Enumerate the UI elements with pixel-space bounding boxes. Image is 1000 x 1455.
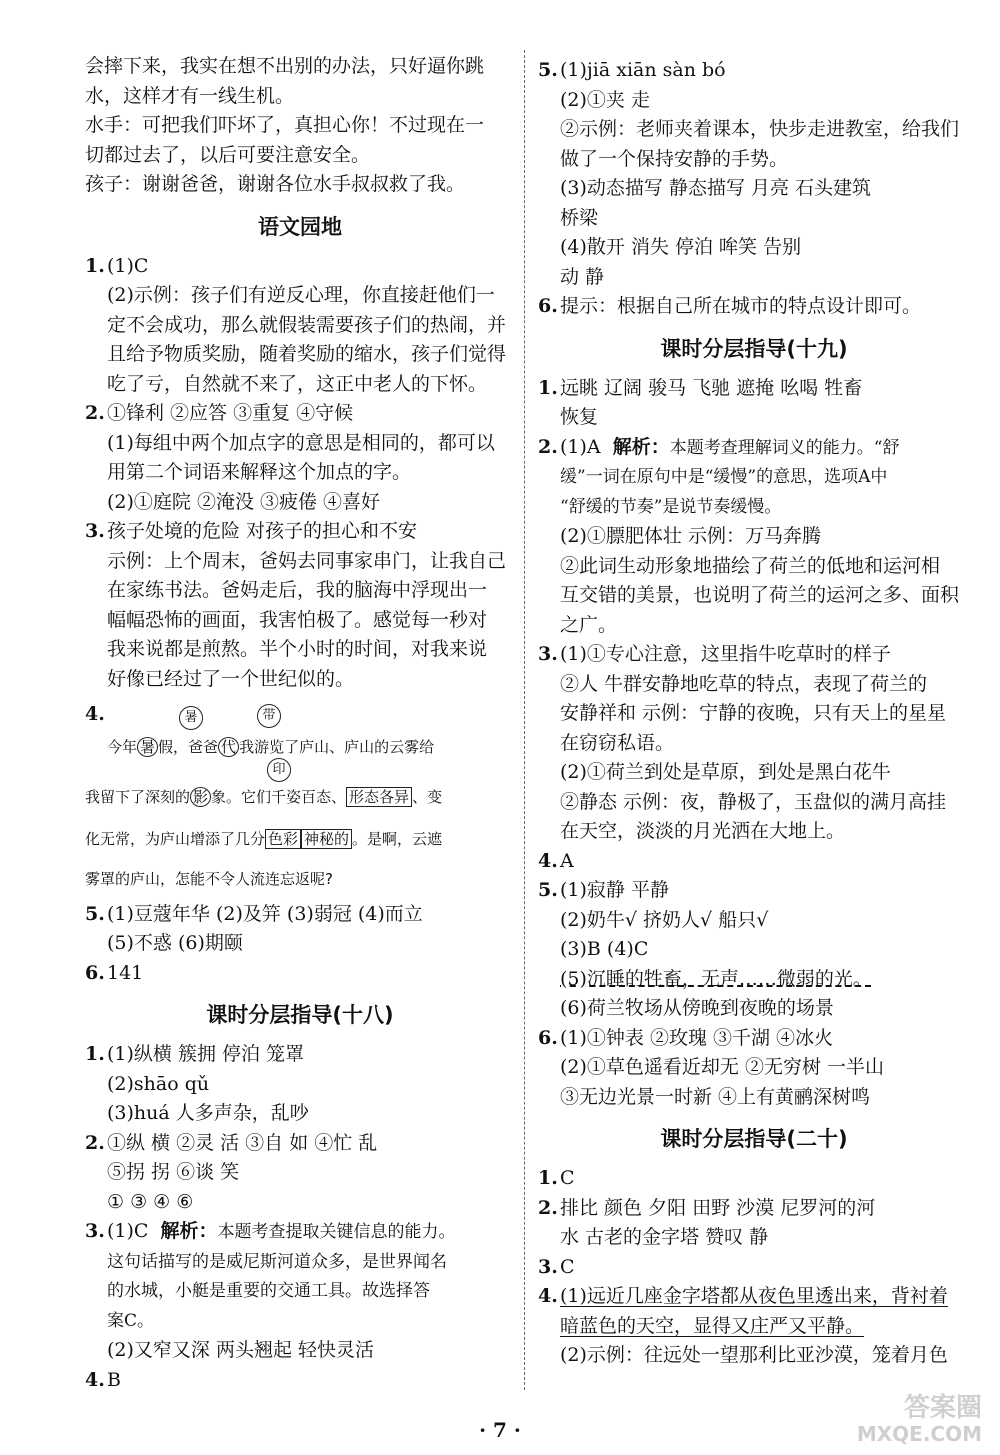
answer-line: (2)又窄又深 两头翘起 轻快灵活 — [107, 1339, 374, 1361]
answer-line: 在家练书法。爸妈走后，我的脑海中浮现出一 — [107, 579, 488, 601]
item-number: 4. — [538, 1285, 558, 1307]
answer-line: 的水城，小艇是重要的交通工具。故选择答 — [107, 1281, 430, 1301]
answer-line: (2)①荷兰到处是草原，到处是黑白花牛 — [560, 761, 891, 783]
answer-line: 且给予物质奖励，随着奖励的缩水，孩子们觉得 — [107, 343, 507, 365]
story-line: 孩子：谢谢爸爸，谢谢各位水手叔叔救了我。 — [85, 173, 466, 195]
answer-item: 1. (1)纵横 簇拥 停泊 笼罩 — [85, 1040, 515, 1070]
item-number: 1. — [538, 376, 558, 399]
story-line: 切都过去了，以后可要注意安全。 — [85, 143, 371, 166]
answer-line: 案C。 — [107, 1310, 155, 1331]
answer-line: 在天空，淡淡的月光洒在大地上。 — [560, 820, 846, 842]
answer-line: (2)①草色遥看近却无 ②无穷树 一半山 — [560, 1056, 884, 1078]
answer-item: 1. (1)C — [85, 252, 515, 282]
answer-line: 定不会成功，那么就假装需要孩子们的热闹，并 — [107, 313, 507, 336]
figure-line: 今年 暑 假，爸爸 代 我游览了庐山、庐山的云雾给 — [107, 737, 435, 756]
answer-line: 缓”一词在原句中是“缓慢”的意思，选项A中 — [560, 467, 888, 487]
figure-line: 我留下了深刻的 影 象。它们千姿百态、 形态各异 、变 — [85, 787, 443, 806]
story-line: 水，这样才有一线生机。 — [85, 84, 295, 107]
underlined-answer: (5)沉睡的牲畜，无声……微弱的光。 — [560, 967, 872, 990]
story-line: 水手：可把我们吓坏了，真担心你！不过现在一 — [85, 114, 485, 136]
figure-line: 雾罩的庐山，怎能不令人流连忘返呢? — [85, 869, 333, 888]
figure-line: 化无常，为庐山增添了几分 色彩 神秘的 。是啊，云遮 — [85, 829, 443, 848]
answer-line: 互交错的美景，也说明了荷兰的运河之多、面积 — [560, 584, 960, 606]
answer-line: (2)shāo qǔ — [107, 1072, 210, 1095]
answer-item: 2. (1)A 解析：本题考查理解词义的能力。“舒 — [538, 433, 970, 464]
answer-item: 5. (1)寂静 平静 — [538, 876, 970, 906]
answer-line: ① ③ ④ ⑥ — [107, 1190, 194, 1213]
answer-line: “舒缓的节奏”是说节奏缓慢。 — [560, 496, 782, 517]
answer-line: 我来说都是煎熬。半个小时的时间，对我来说 — [107, 638, 488, 660]
answer-item: 2. 排比 颜色 夕阳 田野 沙漠 尼罗河的河 — [538, 1194, 970, 1224]
item-number: 1. — [85, 254, 105, 277]
answer-line: (2)奶牛√ 挤奶人√ 船只√ — [560, 908, 769, 931]
answer-line: 之广。 — [560, 613, 618, 636]
answer-line: ②此词生动形象地描绘了荷兰的低地和运河相 — [560, 554, 941, 577]
answer-line: ②示例：老师夹着课本，快步走进教室，给我们 — [560, 118, 960, 140]
page-number: · 7 · — [479, 1418, 521, 1442]
item-number: 3. — [538, 643, 558, 665]
answer-item: 4. A — [538, 847, 970, 877]
item-number: 4. — [538, 849, 558, 872]
answer-line: (2)①庭院 ②淹没 ③疲倦 ④喜好 — [107, 490, 381, 513]
item-number: 6. — [538, 1026, 558, 1049]
item-number: 4. — [85, 1368, 105, 1391]
item-number: 5. — [538, 59, 558, 81]
underlined-answer: 暗蓝色的天空，显得又庄严又平静。 — [560, 1314, 865, 1337]
item-number: 2. — [85, 402, 105, 424]
underlined-answer: (1)远近几座金字塔都从夜色里透出来，背衬着 — [560, 1285, 948, 1307]
answer-item: 1. 远眺 辽阔 骏马 飞驰 遮掩 吆喝 牲畜 — [538, 374, 970, 404]
answer-item: 6. (1)①钟表 ②玫瑰 ③千湖 ④冰火 — [538, 1024, 970, 1054]
item-number: 1. — [538, 1167, 558, 1189]
item-number: 6. — [538, 295, 558, 317]
answer-item: 4. B — [85, 1366, 515, 1396]
analysis-label: 解析： — [160, 1220, 218, 1242]
answer-line: 在窃窃私语。 — [560, 731, 675, 754]
correction-circle: 印 — [267, 758, 291, 782]
answer-line: 桥梁 — [560, 206, 599, 229]
section-title-19: 课时分层指导(十九) — [660, 336, 848, 361]
answer-line: 幅幅恐怖的画面，我害怕极了。感觉每一秒对 — [107, 608, 488, 631]
answer-line: (3)huá 人多声杂，乱吵 — [107, 1102, 309, 1124]
answer-line: ③无边光景一时新 ④上有黄鹂深树鸣 — [560, 1085, 871, 1108]
item-number: 3. — [538, 1255, 558, 1278]
answer-line: ②静态 示例：夜，静极了，玉盘似的满月高挂 — [560, 790, 947, 813]
answer-item: 2. ①纵 横 ②灵 活 ③自 如 ④忙 乱 — [85, 1129, 515, 1159]
answer-line: ②人 牛群安静地吃草的特点，表现了荷兰的 — [560, 672, 928, 695]
story-line: 会摔下来，我实在想不出别的办法，只好逼你跳 — [85, 55, 485, 77]
item-number: 4. — [85, 703, 105, 725]
answer-line: 做了一个保持安静的手势。 — [560, 147, 789, 170]
section-title-garden: 语文园地 — [258, 214, 342, 239]
answer-item: 5. (1)豆蔻年华 (2)及笄 (3)弱冠 (4)而立 — [85, 900, 515, 930]
section-title-18: 课时分层指导(十八) — [206, 1003, 394, 1027]
answer-line: (4)散开 消失 停泊 哞笑 告别 — [560, 236, 802, 258]
answer-line: (1)每组中两个加点字的意思是相同的，都可以 — [107, 431, 495, 454]
answer-line: (3)动态描写 静态描写 月亮 石头建筑 — [560, 177, 872, 199]
answer-line: 安静祥和 示例：宁静的夜晚，只有天上的星星 — [560, 702, 947, 724]
answer-line: 这句话描写的是威尼斯河道众多，是世界闻名 — [107, 1251, 447, 1272]
item-number: 2. — [538, 1196, 558, 1219]
item-number: 1. — [85, 1043, 105, 1065]
item-number: 5. — [538, 879, 558, 901]
column-divider — [524, 50, 525, 1390]
answer-line: (6)荷兰牧场从傍晚到夜晚的场景 — [560, 997, 834, 1019]
item-number: 2. — [538, 435, 558, 458]
answer-line: 水 古老的金字塔 赞叹 静 — [560, 1226, 769, 1248]
correction-circle: 带 — [257, 704, 281, 728]
section-title-20: 课时分层指导(二十) — [660, 1127, 848, 1151]
answer-item: 3. C — [538, 1253, 970, 1283]
item-number: 3. — [85, 520, 105, 542]
answer-item: 3. (1)C 解析：本题考查提取关键信息的能力。 — [85, 1217, 515, 1248]
answer-line: 吃了亏，自然就不来了，这正中老人的下怀。 — [107, 372, 488, 395]
item-number: 2. — [85, 1131, 105, 1154]
answer-line: (3)B (4)C — [560, 938, 649, 960]
answer-line: 恢复 — [560, 406, 599, 428]
proofreading-figure — [85, 700, 515, 890]
answer-item: 6. 141 — [85, 959, 515, 989]
answer-item: 5. (1)jiā xiān sàn bó — [538, 56, 970, 86]
watermark-logo: 答案圈 MXQE.COM — [856, 1393, 982, 1446]
answer-line: (2)示例：往远处一望那利比亚沙漠，笼着月色 — [560, 1344, 948, 1366]
answer-line: (2)示例：孩子们有逆反心理，你直接赶他们一 — [107, 284, 495, 306]
answer-line: (2)①夹 走 — [560, 88, 650, 111]
item-number: 5. — [85, 902, 105, 925]
answer-line: 示例：上个周末，爸妈去同事家串门，让我自己 — [107, 549, 507, 572]
analysis-label: 解析： — [612, 435, 670, 458]
answer-item: 2. ①锋利 ②应答 ③重复 ④守候 — [85, 399, 515, 429]
item-number: 6. — [85, 961, 105, 984]
answer-item: 3. 孩子处境的危险 对孩子的担心和不安 — [85, 517, 515, 547]
answer-line: 用第二个词语来解释这个加点的字。 — [107, 461, 412, 483]
answer-line: 好像已经过了一个世纪似的。 — [107, 667, 355, 690]
answer-line: ⑤拐 拐 ⑥谈 笑 — [107, 1161, 240, 1183]
item-number: 3. — [85, 1220, 105, 1242]
answer-item: 3. (1)①专心注意，这里指牛吃草时的样子 — [538, 640, 970, 670]
answer-item: 6. 提示：根据自己所在城市的特点设计即可。 — [538, 292, 970, 322]
answer-item: 1. C — [538, 1164, 970, 1194]
answer-line: 动 静 — [560, 265, 605, 288]
right-column — [538, 56, 970, 1371]
correction-circle: 暑 — [179, 706, 203, 730]
answer-item — [538, 1282, 970, 1312]
answer-line: (5)不惑 (6)期颐 — [107, 932, 243, 954]
answer-line: (2)①膘肥体壮 示例：万马奔腾 — [560, 525, 821, 547]
left-column — [85, 52, 515, 1395]
